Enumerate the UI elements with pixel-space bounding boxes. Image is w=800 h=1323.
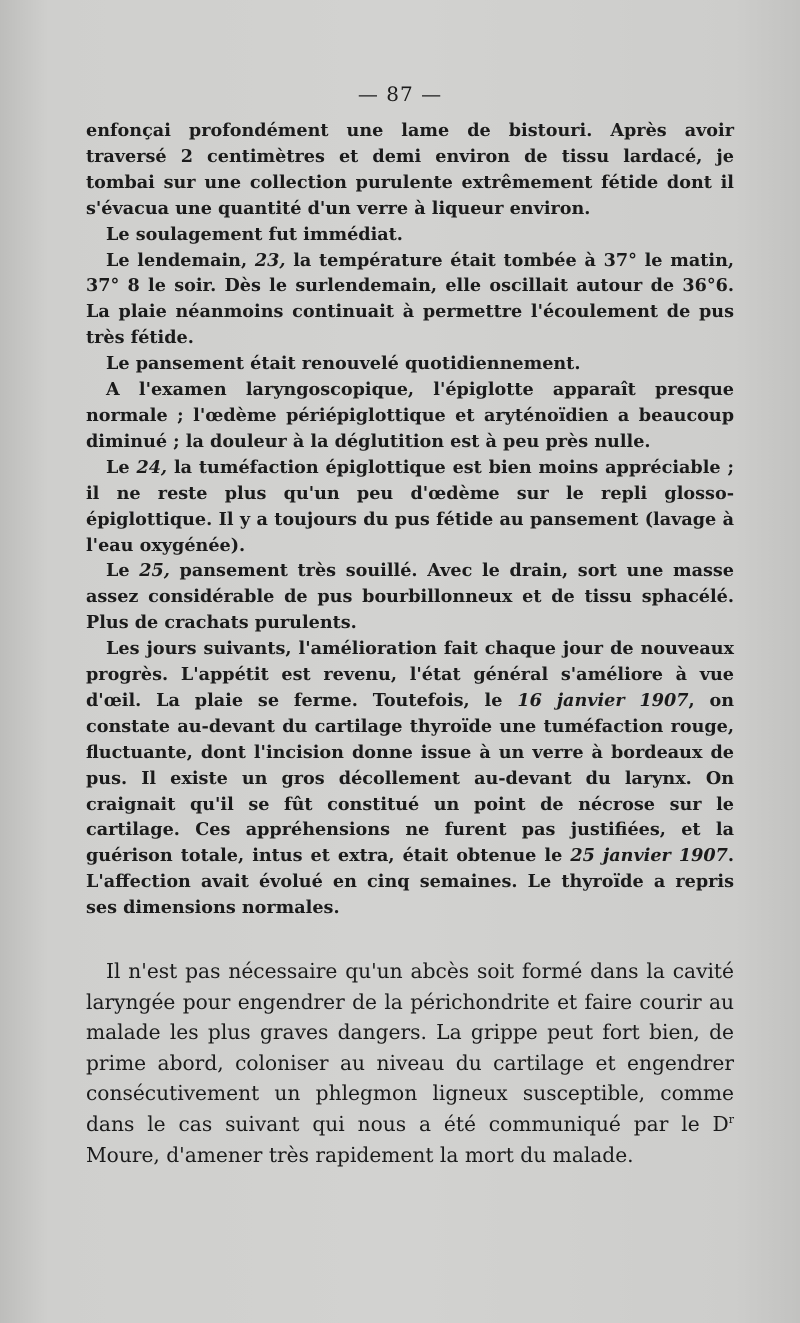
paragraph: A l'examen laryngoscopique, l'épiglotte apparaît presque normale ; l'œdème périépiglottique et aryténoïdien a beaucoup diminué ; la douleur à la déglutition est à peu près nulle. [86,379,734,452]
date: 16 janvier 1907 [517,689,689,711]
paragraph: Il n'est pas nécessaire qu'un abcès soit formé dans la cavité laryngée pour engendrer de la périchondrite et faire courir au malade les plus graves dangers. La grippe peut fort bien, de prime abord, coloniser au niveau du cartilage et engendrer consécutivement un phlegmon ligneux susceptible, comme dans le cas suivant qui nous a été communiqué par le $D^r$ Moure, d'amener très rapidement la mort du malade. [86,959,734,1167]
paragraph: Le lendemain, 23, la température était tombée à 37° le matin, 37° 8 le soir. Dès le surlendemain, elle oscillait autour de 36°6. La plaie néanmoins continuait à permettre l'écoulement de pus très fétide. [86,249,734,349]
paragraph: Le 25, pansement très souillé. Avec le drain, sort une masse assez considérable de pus bourbillonneux et de tissu sphacélé. Plus de crachats purulents. [86,560,734,634]
paragraph: Le pansement était renouvelé quotidiennement. [106,353,581,375]
discussion-text [86,956,734,1170]
case-report-text [86,118,734,921]
page-number: — 87 — [357,82,443,106]
paragraph: Le soulagement fut immédiat. [106,223,403,245]
date: 24, [136,456,168,478]
paragraph: enfonçai profondément une lame de bistouri. Après avoir traversé 2 centimètres et demi environ de tissu lardacé, je tombai sur une collection purulente extrêmement fétide dont il s'évacua une quantité d'un verre à liqueur environ. [86,120,734,219]
date: 23, [254,249,286,271]
paragraph: Les jours suivants, l'amélioration fait chaque jour de nouveaux progrès. L'appétit est revenu, l'état général s'améliore à vue d'œil. La plaie se ferme. Toutefois, le 16 janvier 1907, on constate au-devant du cartilage thyroïde une tuméfaction rouge, fluctuante, dont l'incision donne issue à un verre à bordeaux de pus. Il existe un gros décollement au-devant du larynx. On craignait qu'il se fût constitué un point de nécrose sur le cartilage. Ces appréhensions ne furent pas justifiées, et la guérison totale, intus et extra, était obtenue le 25 janvier 1907. L'affection avait évolué en cinq semaines. Le thyroïde a repris ses dimensions normales. [86,638,734,919]
date: 25, [139,560,170,582]
paragraph: Le 24, la tuméfaction épiglottique est bien moins appréciable ; il ne reste plus qu'un peu d'œdème sur le repli glosso-épiglottique. Il y a toujours du pus fétide au pansement (lavage à l'eau oxygénée). [86,456,734,556]
date: 25 janvier 1907 [570,845,728,867]
